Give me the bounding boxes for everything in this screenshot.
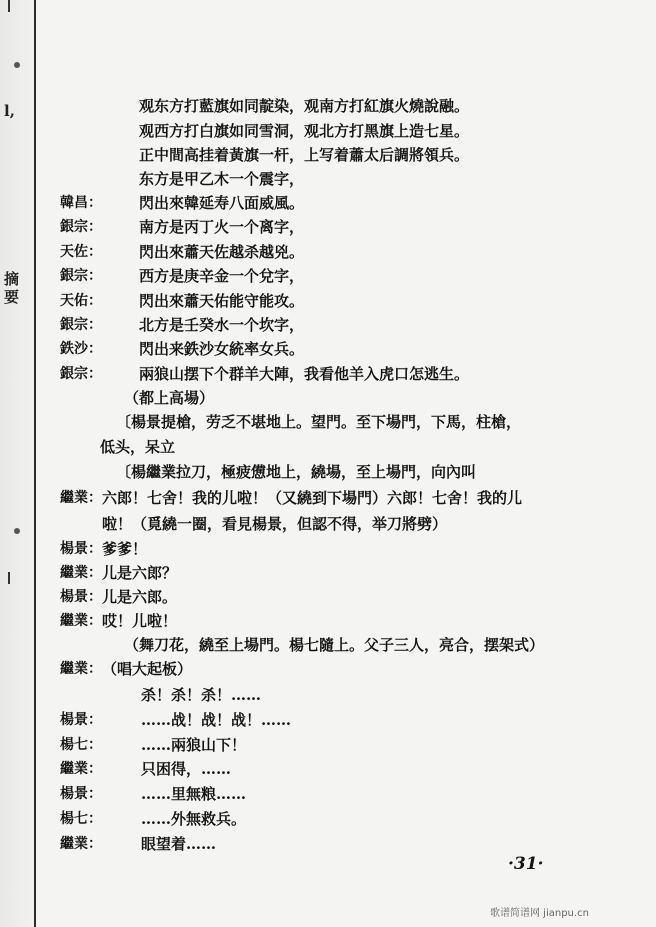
- speaker-label: 天佐：: [60, 244, 102, 260]
- margin-note: l,: [4, 102, 15, 120]
- text-line: 观西方打白旗如同雪洞，观北方打黑旗上造七星。: [139, 122, 470, 140]
- speaker-label: 楊七：: [60, 737, 102, 753]
- stage-direction: （都上高場）: [124, 389, 215, 407]
- text-line: 眼望着……: [141, 835, 217, 853]
- speaker-label: 銀宗：: [60, 317, 102, 333]
- gutter-line: [34, 0, 36, 927]
- page-number: ·31·: [508, 854, 544, 874]
- text-line: 爹爹！: [102, 540, 148, 558]
- binding-hole: [14, 62, 20, 68]
- binding-mark: [8, 0, 10, 12]
- speaker-label: 繼業：: [60, 490, 102, 506]
- speaker-label: 楊景：: [60, 712, 102, 728]
- speaker-label: 楊七：: [60, 811, 102, 827]
- speaker-label: 繼業：: [60, 836, 102, 852]
- text-line: 正中間高挂着黃旗一杆，上写着蕭太后調將領兵。: [139, 146, 470, 164]
- text-line: 北方是壬癸水一个坎字，: [139, 316, 305, 334]
- speaker-label: 楊景：: [60, 786, 102, 802]
- speaker-label: 繼業：: [60, 565, 102, 581]
- text-line: ……里無粮……: [141, 785, 247, 803]
- text-line: 閃出來韓延寿八面威風。: [139, 194, 305, 212]
- text-line: 閃出来鉄沙女統率女兵。: [139, 340, 305, 358]
- stage-direction: （舞刀花，繞至上場門。楊七隨上。父子三人，亮合，摆架式）: [124, 636, 545, 654]
- binding-margin: [0, 0, 34, 927]
- stage-direction: 低头，呆立: [100, 438, 176, 456]
- text-line: 啦！（覓繞一圈，看見楊景，但認不得，举刀將劈）: [102, 515, 448, 533]
- speaker-label: 楊景：: [60, 541, 102, 557]
- speaker-label: 繼業：: [60, 661, 102, 677]
- margin-note: 摘: [4, 270, 20, 288]
- text-line: 兩狼山摆下个群羊大陣，我看他羊入虎口怎逃生。: [139, 365, 470, 383]
- text-line: 儿是六郎。: [102, 588, 178, 606]
- speaker-label: 繼業：: [60, 761, 102, 777]
- text-line: 哎！儿啦！: [102, 612, 178, 630]
- text-line: 观东方打藍旗如同靛染，观南方打紅旗火燒說融。: [139, 97, 470, 115]
- speaker-label: 銀宗：: [60, 366, 102, 382]
- speaker-label: 銀宗：: [60, 219, 102, 235]
- speaker-label: 鉄沙：: [60, 341, 102, 357]
- speaker-label: 楊景：: [60, 589, 102, 605]
- stage-direction: 〔楊景提槍，劳乏不堪地上。望門。至下場門，下馬，柱槍，: [116, 413, 522, 431]
- speaker-label: 天佑：: [60, 293, 102, 309]
- margin-note: 要: [4, 288, 20, 306]
- text-line: ……兩狼山下！: [141, 736, 247, 754]
- text-line: 南方是丙丁火一个离字，: [139, 218, 305, 236]
- watermark: 歌谱简谱网 jianpu.cn: [490, 908, 589, 919]
- text-line: 西方是庚辛金一个兌字，: [139, 267, 305, 285]
- stage-direction: 〔楊繼業拉刀，極疲憊地上，繞場，至上場門，向內叫: [116, 463, 477, 481]
- binding-hole: [14, 528, 20, 534]
- text-line: 杀！杀！杀！……: [141, 686, 262, 704]
- speaker-label: 銀宗：: [60, 268, 102, 284]
- binding-mark: [8, 572, 10, 584]
- text-line: ……战！战！战！……: [141, 711, 292, 729]
- text-line: ……外無救兵。: [141, 810, 247, 828]
- text-line: 閃出來蕭天佑能守能攻。: [139, 292, 305, 310]
- text-line: 六郎！七舍！我的儿啦！（又繞到下場門）六郎！七舍！我的儿: [102, 489, 523, 507]
- speaker-label: 韓昌：: [60, 195, 102, 211]
- text-line: （唱大起板）: [102, 660, 193, 678]
- text-line: 只困得，……: [141, 760, 232, 778]
- text-line: 儿是六郎？: [102, 564, 178, 582]
- text-line: 閃出來蕭天佐越杀越兇。: [139, 243, 305, 261]
- text-line: 东方是甲乙木一个震字，: [139, 170, 305, 188]
- speaker-label: 繼業：: [60, 613, 102, 629]
